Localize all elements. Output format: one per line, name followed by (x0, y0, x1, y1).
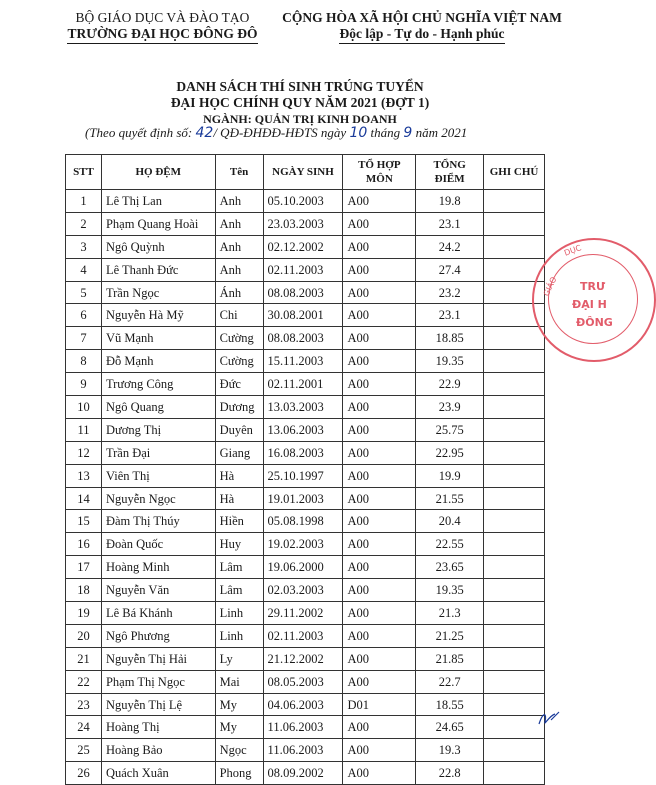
table-row (66, 258, 545, 281)
cell-ghi-chu (484, 487, 545, 510)
cell-tong-diem: 23.1 (416, 304, 484, 327)
cell-to-hop-mon: A00 (343, 602, 416, 625)
cell-ho-dem: Hoàng Bảo (101, 739, 215, 762)
cell-ho-dem: Nguyễn Hà Mỹ (101, 304, 215, 327)
decision-month: 9 (403, 125, 413, 141)
cell-ten: Lâm (215, 556, 263, 579)
cell-to-hop-mon: A00 (343, 281, 416, 304)
table-row (66, 487, 545, 510)
cell-ho-dem: Hoàng Thị (101, 716, 215, 739)
cell-stt: 16 (66, 533, 102, 556)
national-motto: Độc lập - Tự do - Hạnh phúc (339, 26, 504, 44)
cell-tong-diem: 27.4 (416, 258, 484, 281)
cell-tong-diem: 21.25 (416, 624, 484, 647)
cell-tong-diem: 24.2 (416, 235, 484, 258)
table-row (66, 418, 545, 441)
stamp-text-2: ĐẠI H (572, 298, 607, 311)
cell-tong-diem: 25.75 (416, 418, 484, 441)
cell-to-hop-mon: A00 (343, 510, 416, 533)
cell-ngay-sinh: 08.05.2003 (263, 670, 343, 693)
cell-ho-dem: Đoàn Quốc (101, 533, 215, 556)
cell-stt: 18 (66, 579, 102, 602)
cell-tong-diem: 22.55 (416, 533, 484, 556)
ministry-header (55, 10, 270, 44)
cell-ngay-sinh: 13.03.2003 (263, 396, 343, 419)
table-row (66, 281, 545, 304)
stamp-ring-text-2: DỤC (562, 243, 583, 258)
cell-ngay-sinh: 02.11.2003 (263, 624, 343, 647)
decision-number: 42 (195, 125, 214, 141)
stamp-text-3: ĐÔNG (576, 316, 613, 329)
cell-ho-dem: Đỗ Mạnh (101, 350, 215, 373)
cell-ngay-sinh: 29.11.2002 (263, 602, 343, 625)
cell-ho-dem: Trương Công (101, 373, 215, 396)
cell-ten: Hiền (215, 510, 263, 533)
cell-ten: Hà (215, 487, 263, 510)
cell-to-hop-mon: A00 (343, 327, 416, 350)
cell-ten: Huy (215, 533, 263, 556)
cell-ngay-sinh: 02.12.2002 (263, 235, 343, 258)
col-header-ten: Tên (215, 155, 263, 190)
cell-ho-dem: Phạm Quang Hoài (101, 212, 215, 235)
cell-stt: 11 (66, 418, 102, 441)
cell-tong-diem: 19.35 (416, 579, 484, 602)
cell-ngay-sinh: 16.08.2003 (263, 441, 343, 464)
cell-stt: 12 (66, 441, 102, 464)
cell-ghi-chu (484, 670, 545, 693)
cell-ten: Anh (215, 190, 263, 213)
cell-ho-dem: Lê Thị Lan (101, 190, 215, 213)
table-row (66, 533, 545, 556)
cell-stt: 5 (66, 281, 102, 304)
cell-ngay-sinh: 04.06.2003 (263, 693, 343, 716)
cell-to-hop-mon: A00 (343, 533, 416, 556)
cell-to-hop-mon: A00 (343, 235, 416, 258)
cell-tong-diem: 21.55 (416, 487, 484, 510)
cell-ngay-sinh: 11.06.2003 (263, 716, 343, 739)
table-row (66, 602, 545, 625)
table-row (66, 441, 545, 464)
decision-reference (85, 125, 555, 141)
stamp-text-1: TRƯ (580, 280, 606, 293)
cell-ho-dem: Đàm Thị Thúy (101, 510, 215, 533)
cell-stt: 26 (66, 762, 102, 785)
table-row (66, 716, 545, 739)
cell-ten: Ly (215, 647, 263, 670)
cell-to-hop-mon: A00 (343, 670, 416, 693)
decision-year: năm 2021 (415, 125, 468, 140)
cell-stt: 10 (66, 396, 102, 419)
table-header-row (66, 155, 545, 190)
cell-ngay-sinh: 13.06.2003 (263, 418, 343, 441)
cell-to-hop-mon: A00 (343, 350, 416, 373)
cell-stt: 9 (66, 373, 102, 396)
col-header-ghi-chu: GHI CHÚ (484, 155, 545, 190)
cell-stt: 20 (66, 624, 102, 647)
cell-stt: 22 (66, 670, 102, 693)
table-row (66, 396, 545, 419)
cell-ten: Mai (215, 670, 263, 693)
cell-ho-dem: Phạm Thị Ngọc (101, 670, 215, 693)
cell-ho-dem: Quách Xuân (101, 762, 215, 785)
cell-to-hop-mon: A00 (343, 441, 416, 464)
cell-ho-dem: Trần Ngọc (101, 281, 215, 304)
cell-to-hop-mon: A00 (343, 396, 416, 419)
col-header-tong-diem: TỔNG ĐIỂM (416, 155, 484, 190)
cell-ngay-sinh: 19.02.2003 (263, 533, 343, 556)
cell-ten: Hà (215, 464, 263, 487)
table-row (66, 304, 545, 327)
cell-tong-diem: 19.3 (416, 739, 484, 762)
cell-ten: Dương (215, 396, 263, 419)
table-row (66, 350, 545, 373)
cell-to-hop-mon: A00 (343, 579, 416, 602)
table-row (66, 327, 545, 350)
cell-stt: 23 (66, 693, 102, 716)
university-name: TRƯỜNG ĐẠI HỌC ĐÔNG ĐÔ (67, 26, 257, 44)
cell-ho-dem: Hoàng Minh (101, 556, 215, 579)
cell-ten: Chi (215, 304, 263, 327)
table-row (66, 373, 545, 396)
cell-stt: 14 (66, 487, 102, 510)
col-header-to-hop-mon: TỔ HỢP MÔN (343, 155, 416, 190)
cell-ngay-sinh: 05.10.2003 (263, 190, 343, 213)
cell-ngay-sinh: 02.11.2001 (263, 373, 343, 396)
cell-to-hop-mon: A00 (343, 190, 416, 213)
cell-ten: Anh (215, 235, 263, 258)
cell-ghi-chu (484, 533, 545, 556)
cell-ngay-sinh: 02.03.2003 (263, 579, 343, 602)
cell-ho-dem: Viên Thị (101, 464, 215, 487)
cell-stt: 17 (66, 556, 102, 579)
cell-to-hop-mon: A00 (343, 556, 416, 579)
cell-tong-diem: 23.1 (416, 212, 484, 235)
table-row (66, 235, 545, 258)
cell-to-hop-mon: A00 (343, 762, 416, 785)
cell-stt: 24 (66, 716, 102, 739)
cell-stt: 4 (66, 258, 102, 281)
cell-ngay-sinh: 15.11.2003 (263, 350, 343, 373)
cell-stt: 15 (66, 510, 102, 533)
cell-ten: Duyên (215, 418, 263, 441)
university-stamp (532, 238, 656, 362)
cell-ten: Cường (215, 327, 263, 350)
cell-ngay-sinh: 05.08.1998 (263, 510, 343, 533)
cell-ten: Lâm (215, 579, 263, 602)
cell-stt: 8 (66, 350, 102, 373)
cell-tong-diem: 22.95 (416, 441, 484, 464)
cell-tong-diem: 19.8 (416, 190, 484, 213)
handwritten-initial (535, 708, 563, 728)
cell-ngay-sinh: 21.12.2002 (263, 647, 343, 670)
cell-tong-diem: 18.55 (416, 693, 484, 716)
cell-ghi-chu (484, 739, 545, 762)
republic-name: CỘNG HÒA XÃ HỘI CHỦ NGHĨA VIỆT NAM (282, 10, 562, 25)
cell-ten: My (215, 716, 263, 739)
doc-subtitle: ĐẠI HỌC CHÍNH QUY NĂM 2021 (ĐỢT 1) (170, 95, 430, 110)
cell-ho-dem: Lê Bá Khánh (101, 602, 215, 625)
cell-to-hop-mon: A00 (343, 212, 416, 235)
cell-ho-dem: Nguyễn Thị Hải (101, 647, 215, 670)
cell-ten: Linh (215, 624, 263, 647)
cell-ten: Ngọc (215, 739, 263, 762)
table-row (66, 670, 545, 693)
cell-tong-diem: 22.9 (416, 373, 484, 396)
cell-tong-diem: 21.3 (416, 602, 484, 625)
table-row (66, 762, 545, 785)
table-row (66, 190, 545, 213)
cell-ghi-chu (484, 556, 545, 579)
cell-ten: Anh (215, 212, 263, 235)
cell-to-hop-mon: D01 (343, 693, 416, 716)
decision-code: / QĐ-ĐHĐĐ-HĐTS ngày (213, 125, 347, 140)
cell-tong-diem: 22.8 (416, 762, 484, 785)
cell-ho-dem: Nguyễn Thị Lệ (101, 693, 215, 716)
cell-ghi-chu (484, 464, 545, 487)
cell-ghi-chu (484, 350, 545, 373)
ministry-name: BỘ GIÁO DỤC VÀ ĐÀO TẠO (75, 10, 250, 25)
major-name: NGÀNH: QUẢN TRỊ KINH DOANH (203, 112, 397, 126)
cell-to-hop-mon: A00 (343, 647, 416, 670)
cell-tong-diem: 23.2 (416, 281, 484, 304)
admission-table (65, 154, 545, 785)
cell-ghi-chu (484, 762, 545, 785)
doc-title: DANH SÁCH THÍ SINH TRÚNG TUYỂN (176, 79, 424, 94)
table-row (66, 464, 545, 487)
cell-ten: Anh (215, 258, 263, 281)
cell-to-hop-mon: A00 (343, 739, 416, 762)
cell-ho-dem: Vũ Mạnh (101, 327, 215, 350)
cell-ghi-chu (484, 441, 545, 464)
cell-stt: 7 (66, 327, 102, 350)
cell-stt: 19 (66, 602, 102, 625)
cell-ghi-chu (484, 418, 545, 441)
cell-stt: 13 (66, 464, 102, 487)
cell-stt: 3 (66, 235, 102, 258)
col-header-ngay-sinh: NGÀY SINH (263, 155, 343, 190)
cell-ho-dem: Ngô Quỳnh (101, 235, 215, 258)
cell-ghi-chu (484, 373, 545, 396)
cell-ghi-chu (484, 510, 545, 533)
cell-ngay-sinh: 08.08.2003 (263, 281, 343, 304)
cell-tong-diem: 22.7 (416, 670, 484, 693)
decision-prefix: (Theo quyết định số: (85, 125, 193, 140)
cell-ghi-chu (484, 624, 545, 647)
cell-ngay-sinh: 30.08.2001 (263, 304, 343, 327)
cell-ghi-chu (484, 190, 545, 213)
cell-ten: My (215, 693, 263, 716)
cell-stt: 6 (66, 304, 102, 327)
cell-ten: Ánh (215, 281, 263, 304)
cell-ngay-sinh: 08.08.2003 (263, 327, 343, 350)
cell-ho-dem: Dương Thị (101, 418, 215, 441)
table-row (66, 212, 545, 235)
table-row (66, 739, 545, 762)
cell-to-hop-mon: A00 (343, 464, 416, 487)
cell-ghi-chu (484, 647, 545, 670)
cell-ten: Đức (215, 373, 263, 396)
decision-month-label: tháng (370, 125, 401, 140)
cell-to-hop-mon: A00 (343, 624, 416, 647)
cell-tong-diem: 21.85 (416, 647, 484, 670)
table-row (66, 579, 545, 602)
national-motto-header (272, 10, 572, 44)
cell-ho-dem: Nguyễn Văn (101, 579, 215, 602)
cell-ten: Linh (215, 602, 263, 625)
cell-ghi-chu (484, 396, 545, 419)
table-row (66, 556, 545, 579)
cell-tong-diem: 20.4 (416, 510, 484, 533)
cell-ghi-chu (484, 235, 545, 258)
cell-ho-dem: Trần Đại (101, 441, 215, 464)
cell-ngay-sinh: 19.01.2003 (263, 487, 343, 510)
decision-day: 10 (349, 125, 368, 141)
cell-to-hop-mon: A00 (343, 487, 416, 510)
cell-ngay-sinh: 23.03.2003 (263, 212, 343, 235)
table-row (66, 624, 545, 647)
cell-ngay-sinh: 08.09.2002 (263, 762, 343, 785)
cell-to-hop-mon: A00 (343, 716, 416, 739)
cell-to-hop-mon: A00 (343, 418, 416, 441)
cell-stt: 2 (66, 212, 102, 235)
cell-ghi-chu (484, 579, 545, 602)
cell-to-hop-mon: A00 (343, 258, 416, 281)
cell-to-hop-mon: A00 (343, 373, 416, 396)
cell-ho-dem: Ngô Quang (101, 396, 215, 419)
col-header-stt: STT (66, 155, 102, 190)
cell-ho-dem: Nguyễn Ngọc (101, 487, 215, 510)
cell-ten: Cường (215, 350, 263, 373)
cell-ten: Phong (215, 762, 263, 785)
table-row (66, 510, 545, 533)
cell-stt: 25 (66, 739, 102, 762)
cell-stt: 1 (66, 190, 102, 213)
cell-tong-diem: 24.65 (416, 716, 484, 739)
cell-to-hop-mon: A00 (343, 304, 416, 327)
cell-tong-diem: 23.65 (416, 556, 484, 579)
cell-tong-diem: 19.9 (416, 464, 484, 487)
cell-ho-dem: Ngô Phương (101, 624, 215, 647)
cell-ho-dem: Lê Thanh Đức (101, 258, 215, 281)
cell-ghi-chu (484, 602, 545, 625)
table-row (66, 647, 545, 670)
cell-stt: 21 (66, 647, 102, 670)
cell-ghi-chu (484, 327, 545, 350)
cell-ngay-sinh: 19.06.2000 (263, 556, 343, 579)
cell-tong-diem: 18.85 (416, 327, 484, 350)
table-row (66, 693, 545, 716)
cell-ghi-chu (484, 212, 545, 235)
cell-ngay-sinh: 25.10.1997 (263, 464, 343, 487)
cell-tong-diem: 23.9 (416, 396, 484, 419)
cell-tong-diem: 19.35 (416, 350, 484, 373)
cell-ten: Giang (215, 441, 263, 464)
cell-ngay-sinh: 02.11.2003 (263, 258, 343, 281)
stamp-ring-text: GIÁO (541, 275, 559, 298)
cell-ngay-sinh: 11.06.2003 (263, 739, 343, 762)
col-header-ho-dem: HỌ ĐỆM (101, 155, 215, 190)
